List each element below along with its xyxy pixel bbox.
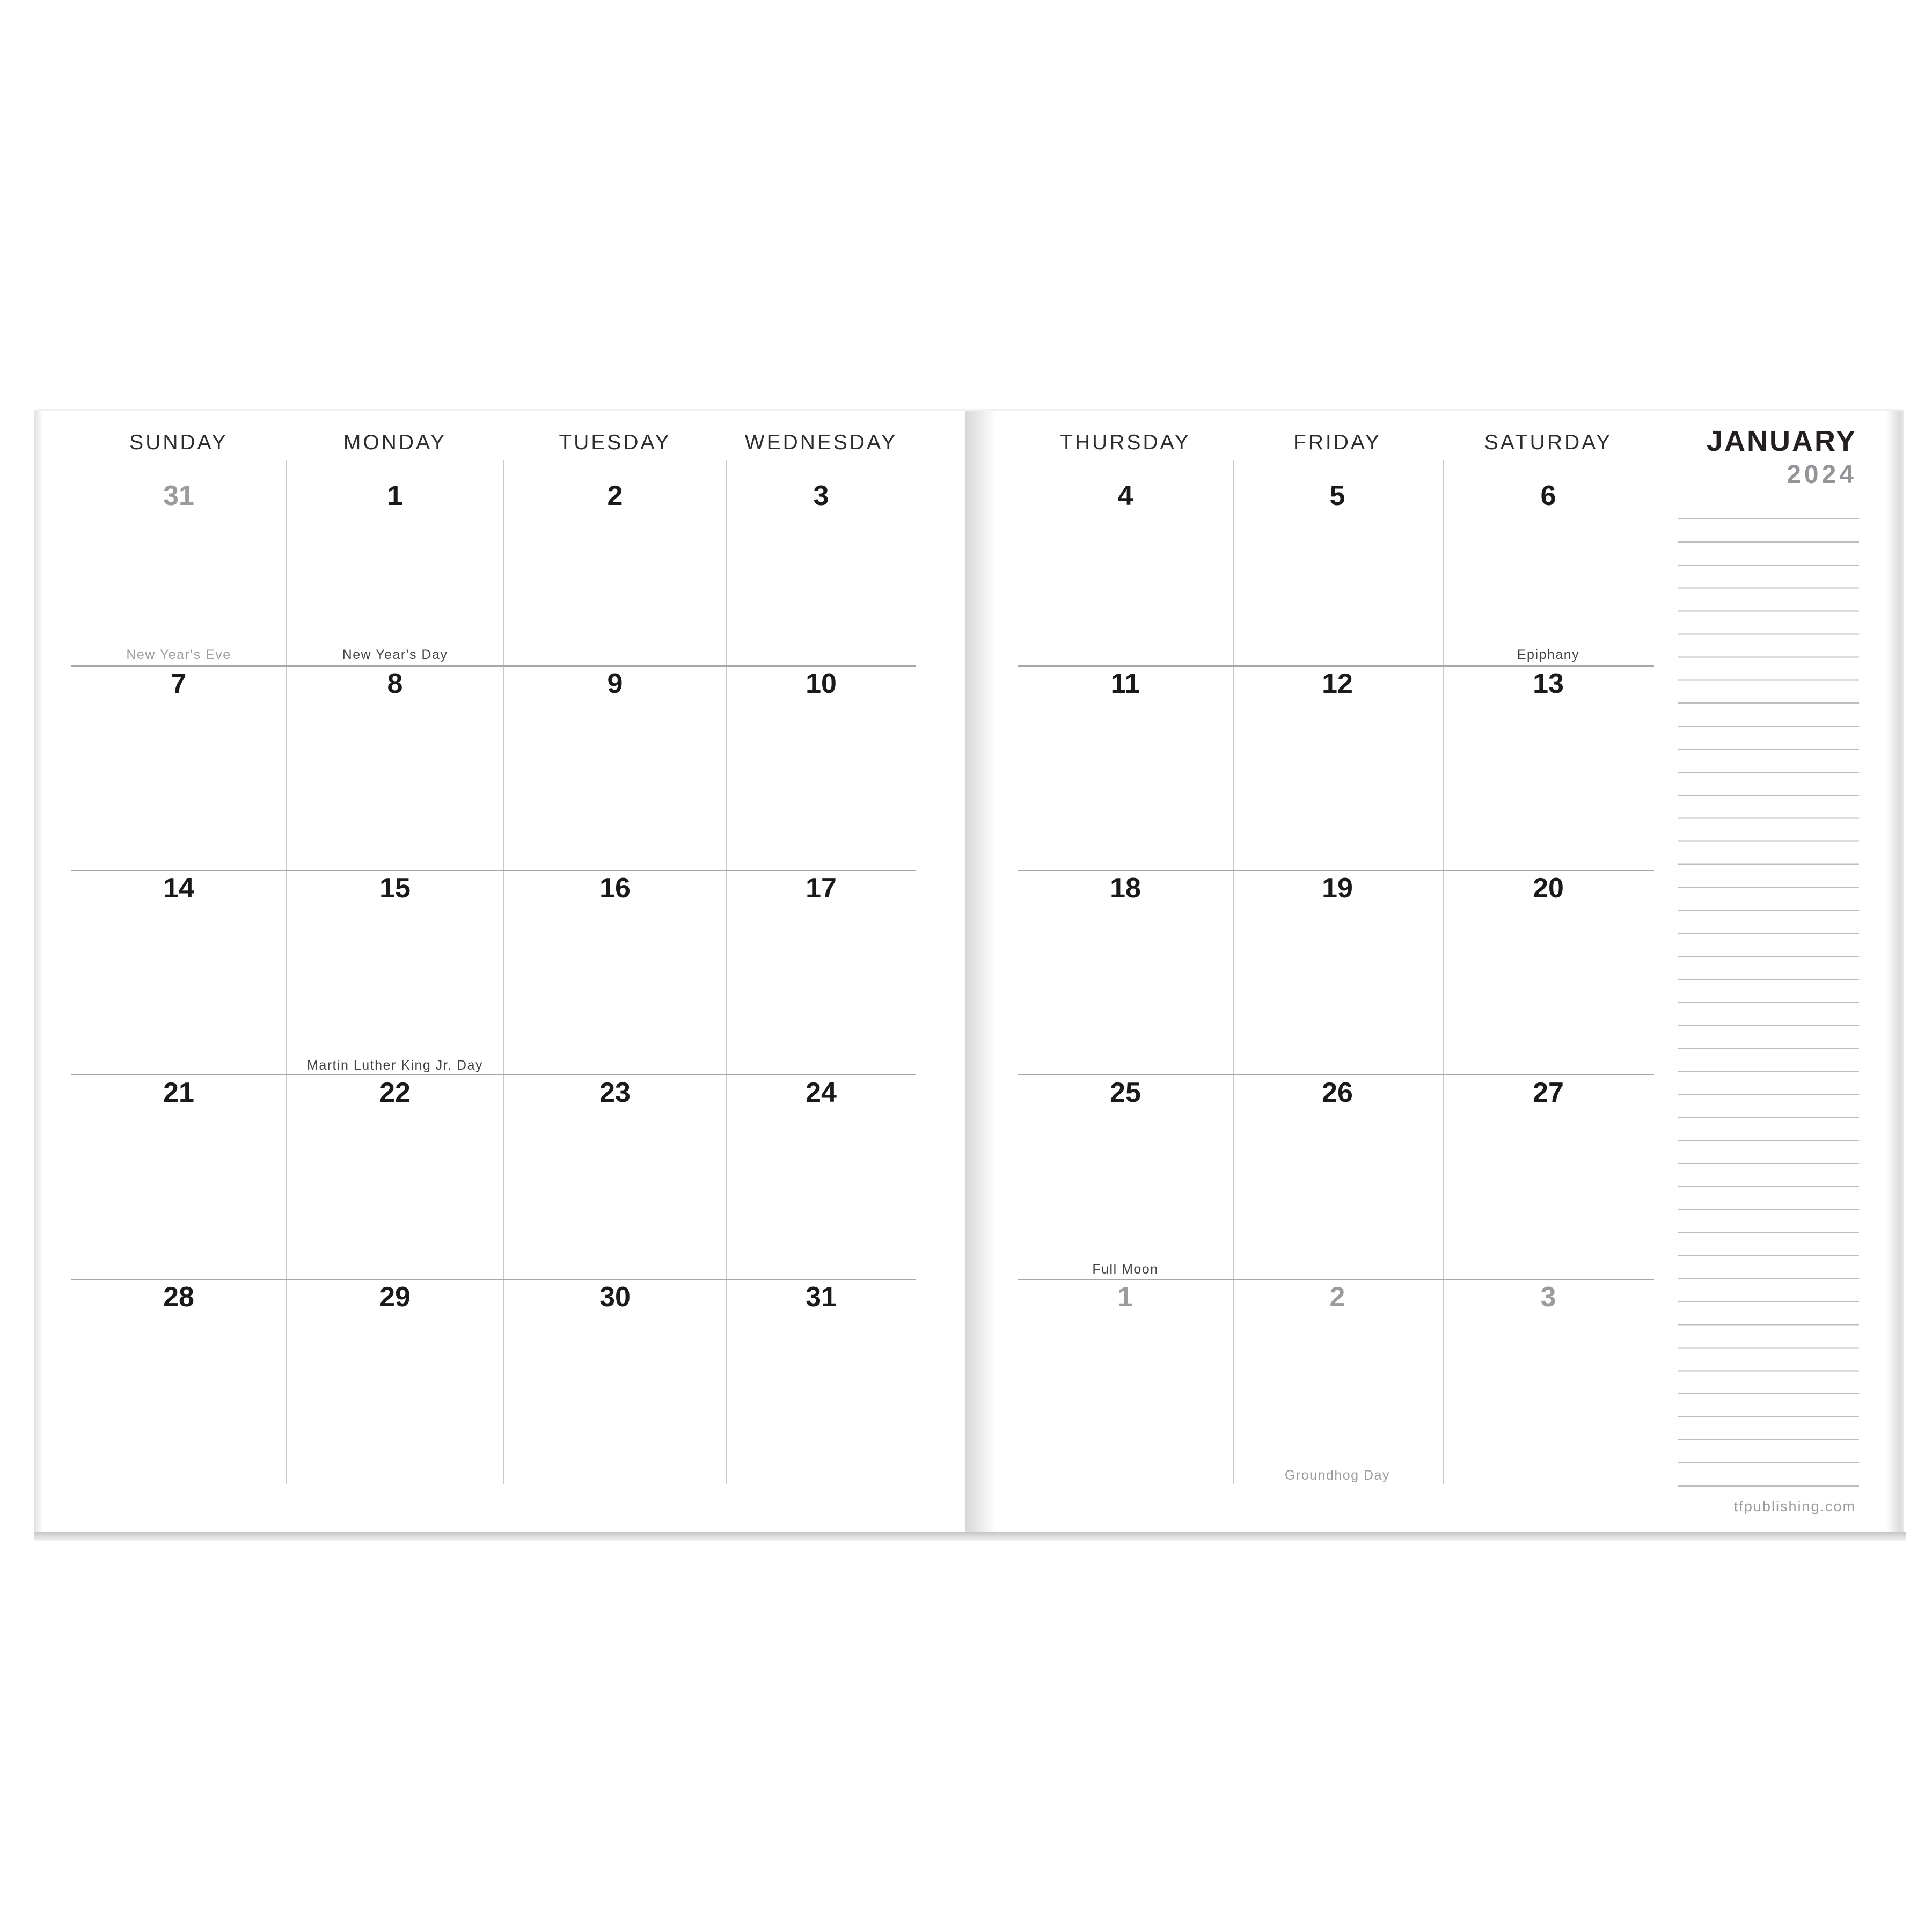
date-cell: 12 bbox=[1322, 668, 1353, 699]
date-cell: 26 bbox=[1322, 1077, 1353, 1108]
day-header-wednesday: WEDNESDAY bbox=[744, 431, 898, 454]
date-cell: 2 bbox=[1329, 1282, 1345, 1313]
date-cell: 25 bbox=[1110, 1077, 1141, 1108]
date-cell: 5 bbox=[1329, 480, 1345, 511]
date-cell: 8 bbox=[387, 668, 403, 699]
holiday-label: Martin Luther King Jr. Day bbox=[306, 1058, 484, 1073]
date-cell: 20 bbox=[1533, 873, 1564, 904]
year-label: 2024 bbox=[1787, 460, 1857, 489]
page-right-edge bbox=[1886, 411, 1904, 1532]
date-cell: 21 bbox=[163, 1077, 194, 1108]
page-gutter bbox=[965, 411, 996, 1532]
row-divider bbox=[71, 665, 916, 667]
day-header-saturday: SATURDAY bbox=[1484, 431, 1613, 454]
date-cell: 1 bbox=[387, 480, 403, 511]
column-divider bbox=[1443, 460, 1444, 1484]
date-cell: 13 bbox=[1533, 668, 1564, 699]
column-divider bbox=[503, 460, 504, 1484]
date-cell: 22 bbox=[379, 1077, 411, 1108]
column-divider bbox=[726, 460, 727, 1484]
date-cell: 24 bbox=[806, 1077, 837, 1108]
day-header-sunday: SUNDAY bbox=[129, 431, 228, 454]
row-divider bbox=[1018, 1279, 1654, 1280]
date-cell: 3 bbox=[813, 480, 829, 511]
holiday-label: Groundhog Day bbox=[1284, 1468, 1391, 1483]
date-cell: 9 bbox=[607, 668, 623, 699]
date-cell: 2 bbox=[607, 480, 623, 511]
date-cell: 1 bbox=[1117, 1282, 1133, 1313]
day-header-thursday: THURSDAY bbox=[1060, 431, 1191, 454]
date-cell: 28 bbox=[163, 1282, 194, 1313]
day-header-monday: MONDAY bbox=[343, 431, 447, 454]
notes-lines bbox=[1678, 518, 1859, 1488]
date-cell: 4 bbox=[1117, 480, 1133, 511]
day-header-tuesday: TUESDAY bbox=[559, 431, 671, 454]
date-cell: 6 bbox=[1540, 480, 1556, 511]
date-cell: 3 bbox=[1540, 1282, 1556, 1313]
month-title: JANUARY bbox=[1706, 425, 1857, 457]
date-cell: 19 bbox=[1322, 873, 1353, 904]
date-cell: 31 bbox=[163, 480, 194, 511]
date-cell: 23 bbox=[599, 1077, 631, 1108]
row-divider bbox=[71, 1074, 916, 1075]
holiday-label: New Year's Day bbox=[342, 647, 448, 662]
row-divider bbox=[1018, 665, 1654, 667]
date-cell: 10 bbox=[806, 668, 837, 699]
holiday-label: Full Moon bbox=[1092, 1262, 1159, 1277]
date-cell: 16 bbox=[599, 873, 631, 904]
holiday-label: Epiphany bbox=[1517, 647, 1580, 662]
row-divider bbox=[1018, 870, 1654, 871]
row-divider bbox=[1018, 1074, 1654, 1075]
page-left-edge bbox=[34, 411, 43, 1532]
column-divider bbox=[286, 460, 287, 1484]
date-cell: 27 bbox=[1533, 1077, 1564, 1108]
holiday-label: New Year's Eve bbox=[126, 647, 231, 662]
row-divider bbox=[71, 870, 916, 871]
date-cell: 30 bbox=[599, 1282, 631, 1313]
page-bottom-shadow bbox=[34, 1532, 1906, 1541]
website-label: tfpublishing.com bbox=[1733, 1498, 1856, 1514]
date-cell: 18 bbox=[1110, 873, 1141, 904]
date-cell: 29 bbox=[379, 1282, 411, 1313]
date-cell: 11 bbox=[1110, 668, 1140, 699]
date-cell: 31 bbox=[806, 1282, 837, 1313]
date-cell: 7 bbox=[171, 668, 187, 699]
date-cell: 17 bbox=[806, 873, 837, 904]
row-divider bbox=[71, 1279, 916, 1280]
column-divider bbox=[1233, 460, 1234, 1484]
date-cell: 14 bbox=[163, 873, 194, 904]
date-cell: 15 bbox=[379, 873, 411, 904]
day-header-friday: FRIDAY bbox=[1293, 431, 1382, 454]
